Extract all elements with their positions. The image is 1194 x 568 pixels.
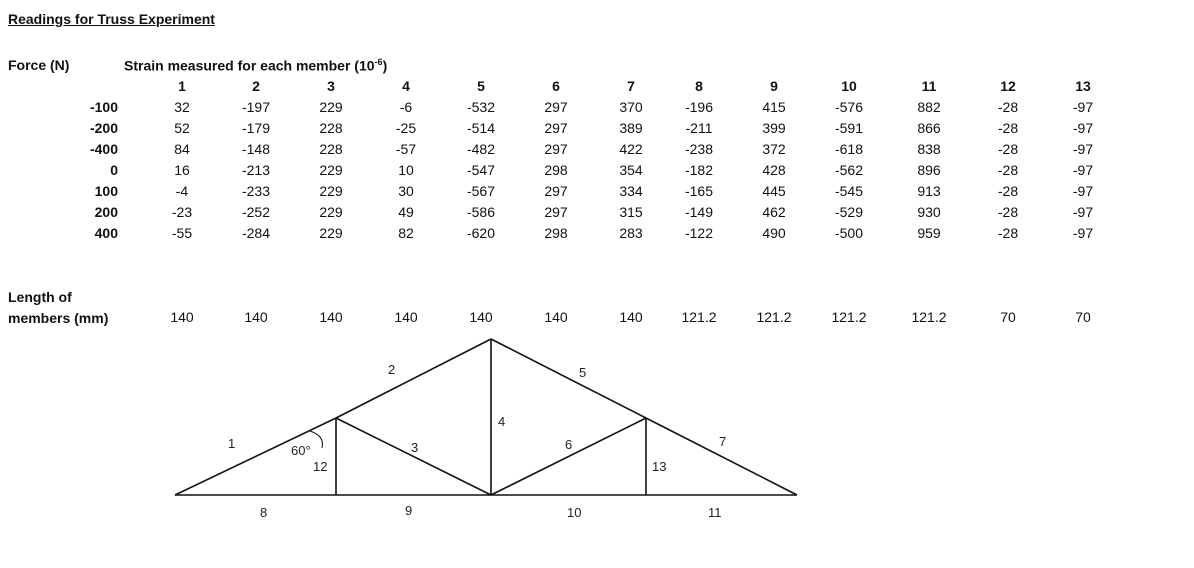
strain-cell: -148 — [241, 141, 271, 157]
member-header-11: 11 — [921, 78, 937, 94]
force-value: -100 — [89, 99, 118, 115]
strain-cell: 838 — [917, 141, 941, 157]
strain-cell: -586 — [466, 204, 496, 220]
strain-cell: -545 — [834, 183, 864, 199]
member-label-7: 7 — [719, 434, 727, 449]
strain-cell: 372 — [762, 141, 786, 157]
member-length-2: 140 — [244, 309, 268, 325]
strain-cell: -514 — [466, 120, 496, 136]
strain-cell: 959 — [917, 225, 941, 241]
strain-cell: 228 — [319, 120, 343, 136]
strain-cell: -482 — [466, 141, 496, 157]
strain-cell: -165 — [684, 183, 714, 199]
strain-cell: 389 — [619, 120, 643, 136]
member-label-3: 3 — [411, 440, 419, 455]
strain-cell: 228 — [319, 141, 343, 157]
member-length-9: 121.2 — [756, 309, 792, 325]
strain-cell: -196 — [684, 99, 714, 115]
strain-cell: -529 — [834, 204, 864, 220]
member-length-3: 140 — [319, 309, 343, 325]
angle-arc — [310, 431, 323, 448]
member-label-2: 2 — [388, 362, 396, 377]
strain-cell: 10 — [398, 162, 414, 178]
member-length-8: 121.2 — [681, 309, 717, 325]
strain-cell: -28 — [997, 225, 1019, 241]
member-length-12: 70 — [1000, 309, 1016, 325]
strain-cell: 283 — [619, 225, 643, 241]
strain-cell: -97 — [1072, 120, 1094, 136]
member-length-4: 140 — [394, 309, 418, 325]
member-length-13: 70 — [1075, 309, 1091, 325]
strain-cell: -197 — [241, 99, 271, 115]
strain-cell: 229 — [319, 225, 343, 241]
strain-cell: -97 — [1072, 204, 1094, 220]
strain-cell: 229 — [319, 204, 343, 220]
strain-cell: -238 — [684, 141, 714, 157]
strain-cell: -97 — [1072, 183, 1094, 199]
member-header-13: 13 — [1075, 78, 1091, 94]
member-label-1: 1 — [228, 436, 236, 451]
member-5-right-top-chord — [491, 339, 646, 418]
strain-cell: -28 — [997, 99, 1019, 115]
strain-cell: 399 — [762, 120, 786, 136]
strain-cell: -28 — [997, 120, 1019, 136]
strain-cell: 930 — [917, 204, 941, 220]
member-label-13: 13 — [652, 459, 667, 474]
force-value: -200 — [89, 120, 118, 136]
strain-cell: 370 — [619, 99, 643, 115]
strain-header-exponent: -6 — [374, 57, 383, 67]
strain-cell: 428 — [762, 162, 786, 178]
member-length-11: 121.2 — [911, 309, 947, 325]
member-1-left-top-chord — [175, 418, 336, 495]
strain-cell: 229 — [319, 183, 343, 199]
strain-cell: 32 — [174, 99, 190, 115]
strain-cell: 297 — [544, 183, 568, 199]
force-value: 200 — [94, 204, 118, 220]
strain-cell: -284 — [241, 225, 271, 241]
strain-cell: -28 — [997, 162, 1019, 178]
force-value: 100 — [94, 183, 118, 199]
strain-cell: -6 — [399, 99, 413, 115]
strain-cell: 913 — [917, 183, 941, 199]
member-header-9: 9 — [770, 78, 778, 94]
strain-cell: 298 — [544, 225, 568, 241]
strain-header-text: Strain measured for each member (10 — [124, 57, 375, 74]
member-length-7: 140 — [619, 309, 643, 325]
member-label-4: 4 — [498, 414, 506, 429]
member-header-12: 12 — [1000, 78, 1016, 94]
strain-cell: 82 — [398, 225, 414, 241]
member-3-diagonal — [336, 418, 491, 495]
strain-cell: -97 — [1072, 162, 1094, 178]
strain-cell: -252 — [241, 204, 271, 220]
member-header-3: 3 — [327, 78, 335, 94]
strain-cell: -25 — [395, 120, 417, 136]
member-header-8: 8 — [695, 78, 703, 94]
strain-cell: -122 — [684, 225, 714, 241]
member-7-right-top-chord — [646, 418, 797, 495]
strain-cell: 445 — [762, 183, 786, 199]
strain-cell: 16 — [174, 162, 190, 178]
strain-cell: -182 — [684, 162, 714, 178]
length-label-line2: members (mm) — [8, 310, 109, 326]
member-length-10: 121.2 — [831, 309, 867, 325]
strain-cell: -620 — [466, 225, 496, 241]
strain-cell: -28 — [997, 183, 1019, 199]
strain-cell: -576 — [834, 99, 864, 115]
strain-cell: 229 — [319, 99, 343, 115]
member-header-5: 5 — [477, 78, 485, 94]
member-header-2: 2 — [252, 78, 260, 94]
strain-cell: -211 — [685, 120, 713, 136]
member-length-5: 140 — [469, 309, 493, 325]
strain-cell: 298 — [544, 162, 568, 178]
strain-cell: 896 — [917, 162, 941, 178]
page-title: Readings for Truss Experiment — [8, 11, 215, 27]
strain-cell: 315 — [619, 204, 643, 220]
member-6-diagonal — [491, 418, 646, 495]
member-label-12: 12 — [313, 459, 328, 474]
strain-cell: 84 — [174, 141, 190, 157]
strain-cell: -55 — [171, 225, 193, 241]
strain-cell: -618 — [834, 141, 864, 157]
strain-cell: -233 — [241, 183, 271, 199]
member-header-6: 6 — [552, 78, 560, 94]
angle-label: 60° — [291, 443, 311, 458]
force-value: 400 — [94, 225, 118, 241]
strain-cell: 30 — [398, 183, 414, 199]
force-column-header: Force (N) — [8, 57, 70, 73]
strain-cell: 866 — [917, 120, 941, 136]
strain-cell: -97 — [1072, 225, 1094, 241]
member-2-left-top-chord — [336, 339, 491, 418]
force-value: 0 — [110, 162, 118, 178]
strain-cell: 297 — [544, 120, 568, 136]
strain-cell: -500 — [834, 225, 864, 241]
strain-cell: 354 — [619, 162, 643, 178]
member-header-1: 1 — [178, 78, 186, 94]
strain-cell: 462 — [762, 204, 786, 220]
strain-cell: -567 — [466, 183, 496, 199]
member-label-10: 10 — [567, 505, 582, 520]
strain-cell: -532 — [466, 99, 496, 115]
strain-header-close: ) — [382, 57, 388, 74]
strain-cell: 229 — [319, 162, 343, 178]
strain-cell: -591 — [834, 120, 864, 136]
length-label-line1: Length of — [8, 289, 72, 305]
strain-cell: -179 — [241, 120, 271, 136]
strain-cell: 490 — [762, 225, 786, 241]
member-label-8: 8 — [260, 505, 268, 520]
strain-cell: 297 — [544, 141, 568, 157]
strain-cell: 297 — [544, 204, 568, 220]
member-label-6: 6 — [565, 437, 573, 452]
member-header-10: 10 — [841, 78, 857, 94]
strain-cell: 334 — [619, 183, 643, 199]
strain-cell: 415 — [762, 99, 786, 115]
strain-cell: -97 — [1072, 99, 1094, 115]
strain-cell: -562 — [834, 162, 864, 178]
member-header-4: 4 — [402, 78, 410, 94]
strain-cell: 422 — [619, 141, 643, 157]
strain-cell: -28 — [997, 204, 1019, 220]
strain-cell: -57 — [395, 141, 417, 157]
member-label-9: 9 — [405, 503, 413, 518]
strain-cell: -23 — [171, 204, 193, 220]
strain-cell: 49 — [398, 204, 414, 220]
member-length-1: 140 — [170, 309, 194, 325]
strain-cell: -97 — [1072, 141, 1094, 157]
strain-cell: 52 — [174, 120, 190, 136]
member-length-6: 140 — [544, 309, 568, 325]
strain-cell: 297 — [544, 99, 568, 115]
strain-cell: -149 — [684, 204, 714, 220]
strain-cell: -213 — [241, 162, 271, 178]
member-label-5: 5 — [579, 365, 587, 380]
strain-cell: -28 — [997, 141, 1019, 157]
strain-cell: -4 — [175, 183, 189, 199]
force-value: -400 — [89, 141, 118, 157]
strain-cell: 882 — [917, 99, 941, 115]
strain-cell: -547 — [466, 162, 496, 178]
member-label-11: 11 — [708, 505, 722, 520]
member-header-7: 7 — [627, 78, 635, 94]
